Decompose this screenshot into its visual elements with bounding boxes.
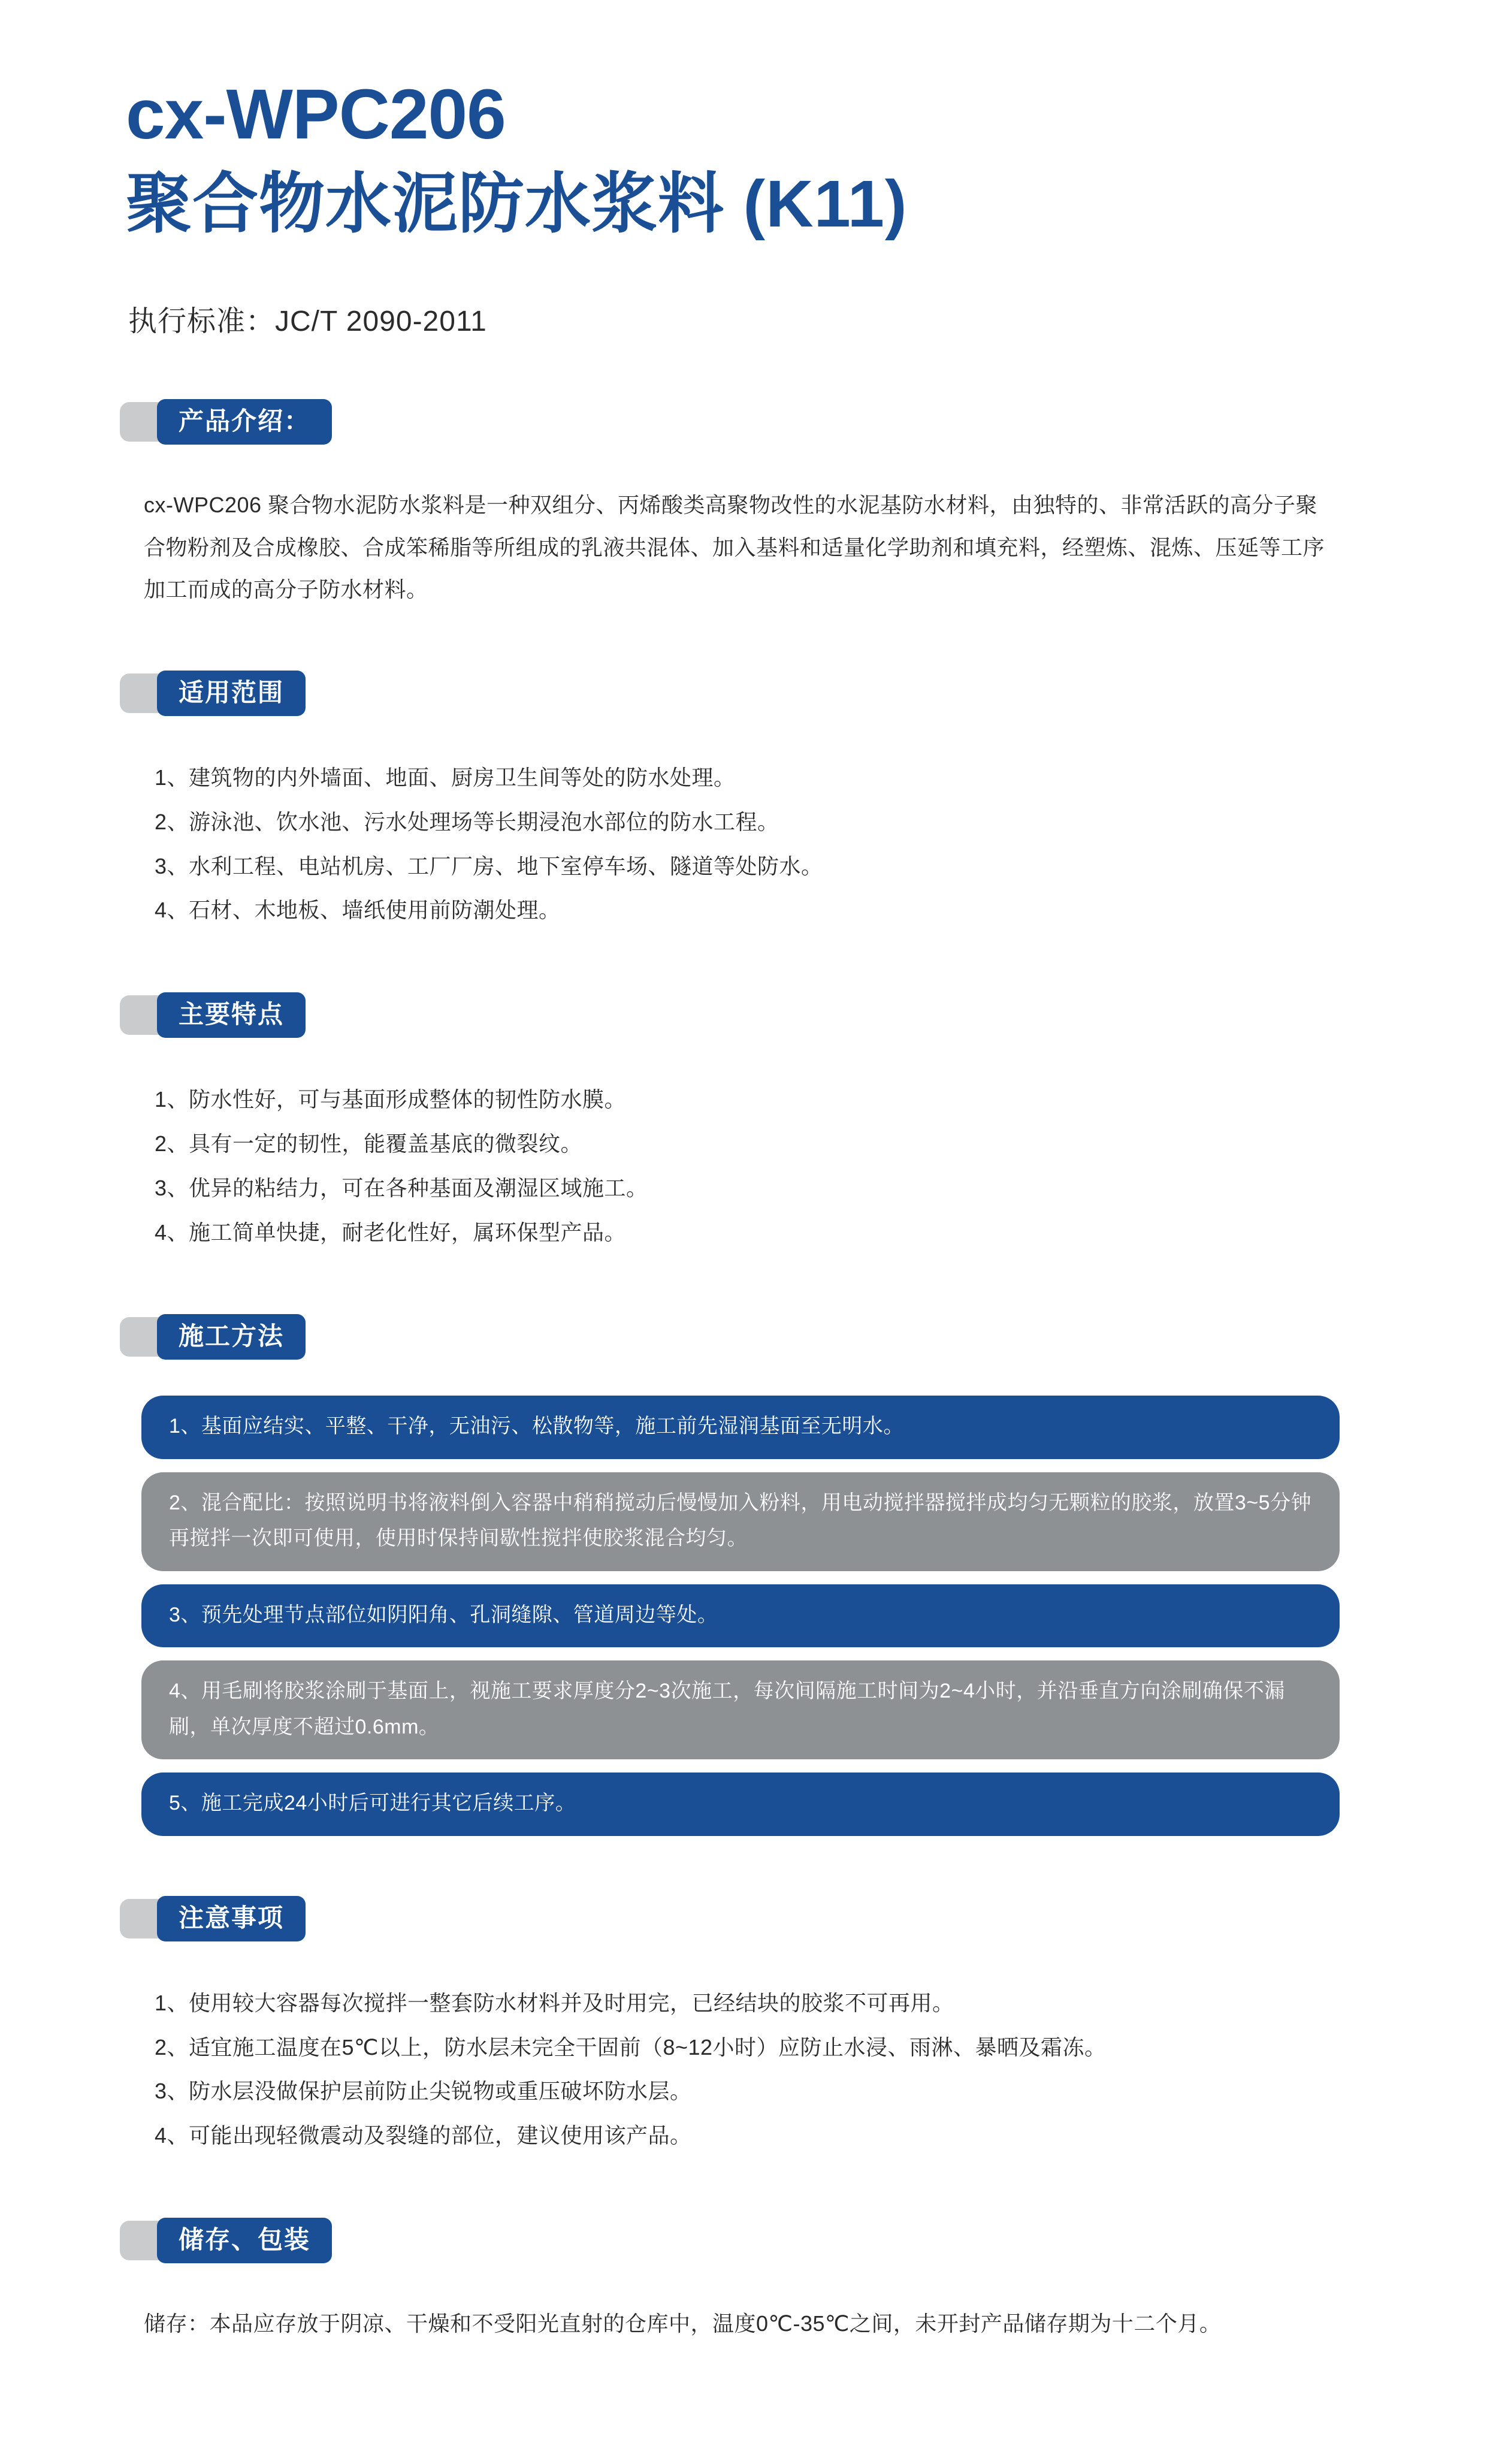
product-title: 聚合物水泥防水浆料 (K11) [126, 167, 908, 241]
list-item: 1、防水性好，可与基面形成整体的韧性防水膜。 [155, 1087, 627, 1112]
method-step: 1、基面应结实、平整、干净，无油污、松散物等，施工前先湿润基面至无明水。 [141, 1396, 1340, 1459]
intro-paragraph-block [120, 484, 1361, 611]
list-item: 3、防水层没做保护层前防止尖锐物或重压破坏防水层。 [155, 2079, 692, 2104]
section-scope [0, 668, 1487, 932]
section-heading-label: 注意事项 [157, 1896, 306, 1941]
method-step: 4、用毛刷将胶浆涂刷于基面上，视施工要求厚度分2~3次施工，每次间隔施工时间为2~4小时，并沿垂直方向涂刷确保不漏刷，单次厚度不超过0.6mm。 [141, 1660, 1340, 1759]
list-item: 4、可能出现轻微震动及裂缝的部位，建议使用该产品。 [155, 2123, 692, 2148]
method-step: 2、混合配比：按照说明书将液料倒入容器中稍稍搅动后慢慢加入粉料，用电动搅拌器搅拌成均匀无颗粒的胶浆，放置3~5分钟再搅拌一次即可使用，使用时保持间歇性搅拌使胶浆混合均匀。 [141, 1472, 1340, 1571]
section-heading-label: 适用范围 [157, 671, 306, 716]
list-item: 3、优异的粘结力，可在各种基面及潮湿区域施工。 [155, 1175, 648, 1200]
features-list [120, 1077, 1361, 1254]
section-heading-features [120, 990, 1361, 1040]
section-intro [0, 397, 1487, 611]
section-features [0, 990, 1487, 1254]
intro-paragraph: cx-WPC206 聚合物水泥防水浆料是一种双组分、丙烯酸类高聚物改性的水泥基防水材料，由独特的、非常活跃的高分子聚合物粉剂及合成橡胶、合成笨稀脂等所组成的乳液共混体、加入基料和适量化学助剂和填充料，经塑炼、混炼、压延等工序加工而成的高分子防水材料。 [144, 493, 1325, 602]
section-heading-label: 产品介绍： [157, 399, 332, 445]
list-item: 2、具有一定的韧性，能覆盖基底的微裂纹。 [155, 1131, 583, 1156]
section-heading-notes [120, 1894, 1361, 1944]
section-heading-method [120, 1312, 1361, 1362]
method-step-list [120, 1396, 1361, 1836]
list-item: 3、水利工程、电站机房、工厂厂房、地下室停车场、隧道等处防水。 [155, 853, 823, 878]
section-heading-label: 施工方法 [157, 1314, 306, 1360]
product-code: cx-WPC206 [126, 75, 506, 154]
method-step: 5、施工完成24小时后可进行其它后续工序。 [141, 1772, 1340, 1836]
list-item: 1、建筑物的内外墙面、地面、厨房卫生间等处的防水处理。 [155, 765, 736, 790]
scope-list [120, 756, 1361, 932]
notes-list [120, 1981, 1361, 2158]
storage-paragraph: 储存：本品应存放于阴凉、干燥和不受阳光直射的仓库中，温度0℃-35℃之间，未开封产品储存期为十二个月。 [144, 2311, 1222, 2336]
section-heading-scope [120, 668, 1361, 718]
method-step: 3、预先处理节点部位如阴阳角、孔洞缝隙、管道周边等处。 [141, 1584, 1340, 1648]
section-storage [0, 2215, 1487, 2345]
section-method [0, 1312, 1487, 1836]
section-heading-storage [120, 2215, 1361, 2266]
list-item: 1、使用较大容器每次搅拌一整套防水材料并及时用完，已经结块的胶浆不可再用。 [155, 1990, 954, 2015]
section-notes [0, 1894, 1487, 2158]
list-item: 2、游泳池、饮水池、污水处理场等长期浸泡水部位的防水工程。 [155, 809, 779, 834]
list-item: 4、石材、木地板、墙纸使用前防潮处理。 [155, 898, 561, 923]
list-item: 4、施工简单快捷，耐老化性好，属环保型产品。 [155, 1219, 627, 1245]
section-heading-intro [120, 397, 1361, 447]
section-heading-label: 储存、包装 [157, 2218, 332, 2263]
standard-line: 执行标准：JC/T 2090-2011 [128, 306, 487, 338]
section-heading-label: 主要特点 [157, 992, 306, 1038]
document-header [0, 0, 1487, 339]
list-item: 2、适宜施工温度在5℃以上，防水层未完全干固前（8~12小时）应防止水浸、雨淋、暴晒及霜冻。 [155, 2034, 1107, 2060]
